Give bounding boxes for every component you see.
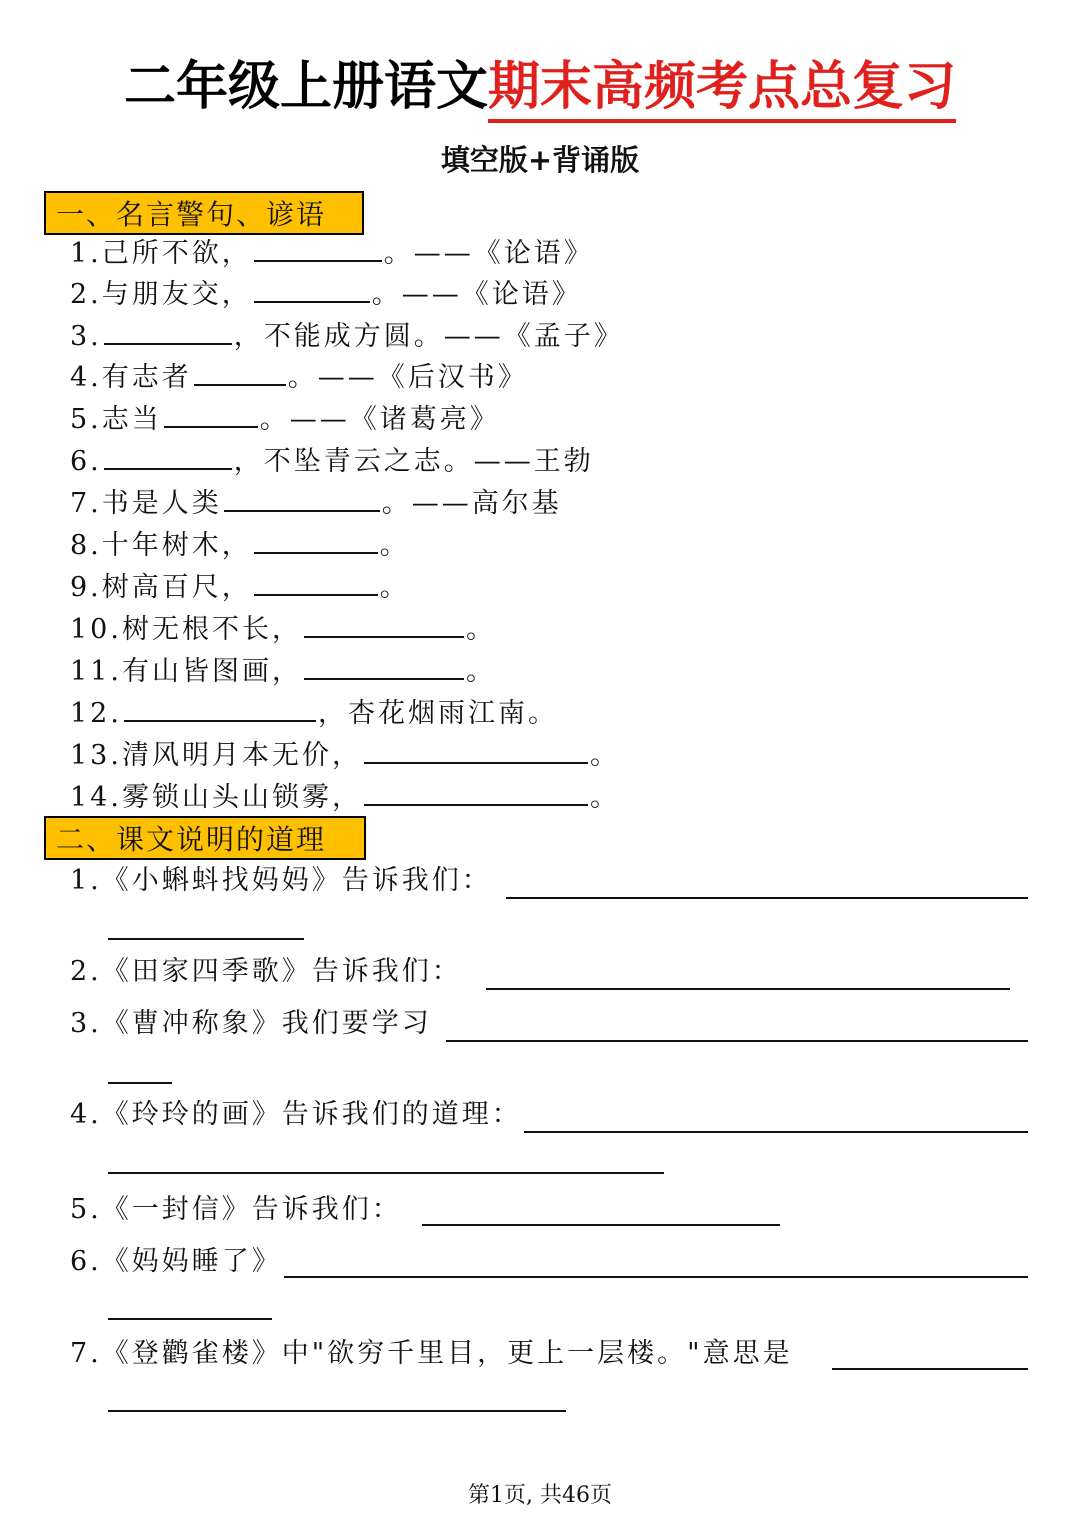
quote-item: 11.有山皆图画， 。: [70, 652, 496, 692]
fill-blank[interactable]: [304, 652, 464, 680]
lesson-item: 5.《一封信》告诉我们：: [70, 1194, 402, 1225]
answer-line[interactable]: [108, 1318, 272, 1320]
lesson-item: 6.《妈妈睡了》: [70, 1246, 282, 1277]
quote-item: 3. ，不能成方圆。——《孟子》: [70, 317, 624, 357]
quote-item: 9.树高百尺， 。: [70, 568, 410, 608]
answer-line[interactable]: [108, 1082, 172, 1084]
quote-item: 10.树无根不长， 。: [70, 610, 496, 650]
title-red: 期末高频考点总复习: [488, 57, 956, 123]
section-heading-1: 一、名言警句、谚语: [44, 191, 364, 235]
lesson-item: 7.《登鹳雀楼》中"欲穷千里目，更上一层楼。"意思是: [70, 1338, 793, 1369]
fill-blank[interactable]: [164, 400, 258, 428]
lesson-item: 4.《玲玲的画》告诉我们的道理：: [70, 1099, 522, 1130]
lesson-item: 2.《田家四季歌》告诉我们：: [70, 956, 462, 987]
answer-line[interactable]: [108, 1410, 566, 1412]
fill-blank[interactable]: [194, 358, 286, 386]
fill-blank[interactable]: [254, 275, 370, 303]
quote-item: 4.有志者 。——《后汉书》: [70, 358, 528, 398]
page-subtitle: 填空版+背诵版: [440, 143, 640, 177]
fill-blank[interactable]: [254, 526, 378, 554]
quote-item: 6. ，不坠青云之志。——王勃: [70, 442, 594, 482]
quote-item: 14.雾锁山头山锁雾， 。: [70, 778, 620, 818]
fill-blank[interactable]: [364, 778, 588, 806]
quote-item: 5.志当 。——《诸葛亮》: [70, 400, 500, 440]
answer-line[interactable]: [486, 988, 1010, 990]
fill-blank[interactable]: [124, 694, 316, 722]
answer-line[interactable]: [108, 938, 304, 940]
fill-blank[interactable]: [254, 234, 382, 262]
fill-blank[interactable]: [364, 736, 588, 764]
section-heading-2: 二、课文说明的道理: [44, 816, 366, 860]
answer-line[interactable]: [108, 1172, 664, 1174]
fill-blank[interactable]: [304, 610, 464, 638]
answer-line[interactable]: [524, 1131, 1028, 1133]
lesson-item: 1.《小蝌蚪找妈妈》告诉我们：: [70, 865, 492, 896]
fill-blank[interactable]: [104, 317, 232, 345]
quote-item: 13.清风明月本无价， 。: [70, 736, 620, 776]
fill-blank[interactable]: [224, 484, 380, 512]
answer-line[interactable]: [422, 1224, 780, 1226]
quote-item: 8.十年树木， 。: [70, 526, 410, 566]
answer-line[interactable]: [284, 1276, 1028, 1278]
lesson-item: 3.《曹冲称象》我们要学习: [70, 1008, 432, 1039]
page-title: [0, 52, 1080, 122]
quote-item: 12. ，杏花烟雨江南。: [70, 694, 558, 734]
fill-blank[interactable]: [104, 442, 232, 470]
answer-line[interactable]: [506, 897, 1028, 899]
answer-line[interactable]: [832, 1368, 1028, 1370]
quote-item: 1.己所不欲， 。——《论语》: [70, 234, 594, 274]
answer-line[interactable]: [446, 1040, 1028, 1042]
title-black: 二年级上册语文: [123, 57, 488, 117]
page-number: 第1页, 共46页: [468, 1483, 612, 1508]
quote-item: 7.书是人类 。——高尔基: [70, 484, 562, 524]
quote-item: 2.与朋友交， 。——《论语》: [70, 275, 582, 315]
fill-blank[interactable]: [254, 568, 378, 596]
